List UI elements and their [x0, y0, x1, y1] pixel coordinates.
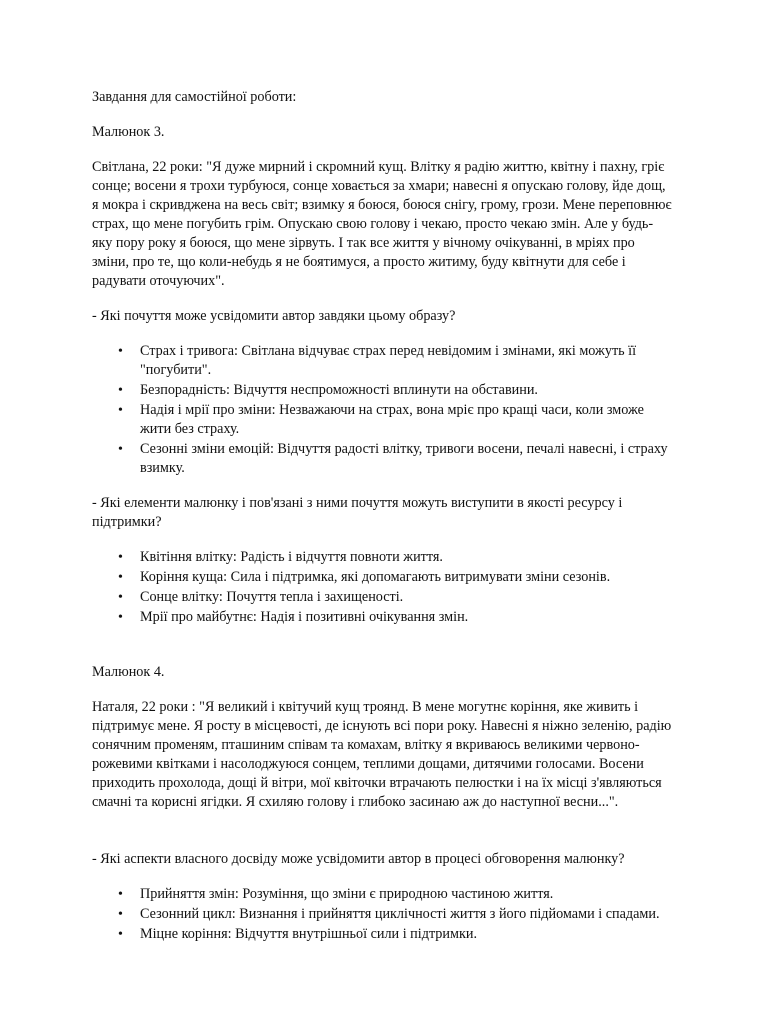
- bullet-icon: •: [118, 887, 123, 902]
- figure3-story: Світлана, 22 роки: "Я дуже мирний і скромний кущ. Влітку я радію життю, квітну і пахну, гріє сонце; восени я трохи турбуюся, сонце ховається за хмари; навесні я опускаю голову, йде дощ, я мокра і скривджена на весь світ; взимку я боюся, боюся снігу, грому, грози. Мене переповнює страх, що мене погубить грім. Опускаю свою голову і чекаю, просто чекаю змін. Але у будь-яку пору року я боюся, що мене зірвуть. І так все життя у вічному очікуванні, в мріях про зміни, про те, що коли-небудь я не боятимуся, а просто житиму, буду квітнути для себе і радувати оточуючих".: [92, 159, 672, 289]
- bullet-icon: •: [118, 927, 123, 942]
- bullet-icon: •: [118, 344, 123, 359]
- list-item: • Сонце влітку: Почуття тепла і захищеності.: [118, 589, 404, 605]
- list-item: • Сезонні зміни емоцій: Відчуття радості влітку, тривоги восени, печалі навесні, і страху взимку.: [118, 441, 668, 476]
- list-item: • Міцне коріння: Відчуття внутрішньої сили і підтримки.: [118, 926, 478, 942]
- figure4-question: - Які аспекти власного досвіду може усвідомити автор в процесі обговорення малюнку?: [92, 851, 625, 867]
- figure4-story: Наталя, 22 роки : "Я великий і квітучий кущ троянд. В мене могутнє коріння, яке живить і підтримує мене. Я росту в місцевості, де існують всі пори року. Навесні я ніжно зеленію, радію сонячним променям, пташиним співам та комахам, влітку я вкриваюсь великими червоно-рожевими квітками і насолоджуюся сонцем, теплими дощами, дитячими голосами. Восени приходить прохолода, дощі й вітри, мої квіточки втрачають пелюстки і на їх місці з'являються смачні та корисні ягідки. Я схиляю голову і глибоко засинаю аж до наступної весни...".: [92, 699, 672, 810]
- figure3-question-resources: - Які елементи малюнку і пов'язані з ними почуття можуть виступити в якості ресурсу і підтримки?: [92, 495, 623, 530]
- list-item: • Страх і тривога: Світлана відчуває страх перед невідомим і змінами, які можуть її "погубити".: [118, 343, 637, 378]
- bullet-icon: •: [118, 550, 123, 565]
- list-item: • Квітіння влітку: Радість і відчуття повноти життя.: [118, 549, 443, 565]
- figure4-label: Малюнок 4.: [92, 664, 165, 680]
- list-item: • Прийняття змін: Розуміння, що зміни є природною частиною життя.: [118, 886, 554, 902]
- bullet-icon: •: [118, 610, 123, 625]
- figure3-resources-list: [92, 548, 672, 627]
- document-page: [92, 88, 672, 960]
- page-heading: Завдання для самостійної роботи:: [92, 89, 297, 105]
- bullet-icon: •: [118, 590, 123, 605]
- bullet-icon: •: [118, 383, 123, 398]
- figure4-aspects-list: [92, 885, 672, 944]
- list-item: • Сезонний цикл: Визнання і прийняття циклічності життя з його підйомами і спадами.: [118, 906, 660, 922]
- figure3-question-feelings: - Які почуття може усвідомити автор завдяки цьому образу?: [92, 308, 456, 324]
- bullet-icon: •: [118, 907, 123, 922]
- bullet-icon: •: [118, 403, 123, 418]
- bullet-icon: •: [118, 442, 123, 457]
- list-item: • Мрії про майбутнє: Надія і позитивні очікування змін.: [118, 609, 469, 625]
- list-item: • Коріння куща: Сила і підтримка, які допомагають витримувати зміни сезонів.: [118, 569, 611, 585]
- list-item: • Безпорадність: Відчуття неспроможності вплинути на обставини.: [118, 382, 538, 398]
- figure3-label: Малюнок 3.: [92, 124, 165, 140]
- list-item: • Надія і мрії про зміни: Незважаючи на страх, вона мріє про кращі часи, коли зможе жити без страху.: [118, 402, 644, 437]
- figure3-feelings-list: [92, 342, 672, 478]
- bullet-icon: •: [118, 570, 123, 585]
